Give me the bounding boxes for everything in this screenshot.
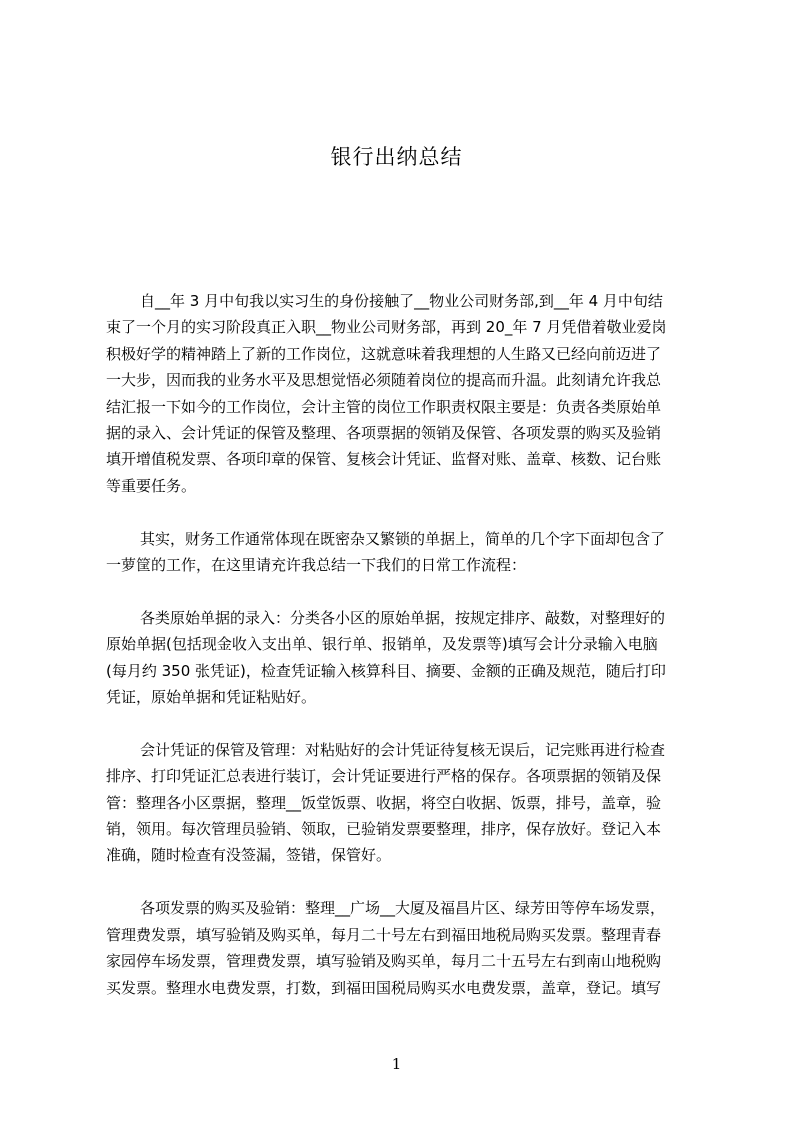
text-line: 自__年 3 月中旬我以实习生的身份接触了__物业公司财务部,到__年 4 月中旬结 (140, 292, 663, 310)
text-line: 一大步，因而我的业务水平及思想觉悟必须随着岗位的提高而升温。此刻请允许我总 (106, 371, 662, 390)
paragraph-2 (106, 526, 700, 579)
document-title: 银行出纳总结 (330, 145, 463, 169)
text-line: 原始单据(包括现金收入支出单、银行单、报销单，及发票等)填写会计分录输入电脑 (106, 635, 658, 654)
text-line: 填开增值税发票、各项印章的保管、复核会计凭证、监督对账、盖章、核数、记台账 (106, 450, 662, 469)
text-line: 会计凭证的保管及管理：对粘贴好的会计凭证待复核无误后，记完账再进行检查 (140, 740, 666, 759)
page-number: 1 (391, 1055, 402, 1073)
text-line: 一萝筐的工作，在这里请充许我总结一下我们的日常工作流程： (106, 556, 527, 575)
text-line: 管理费发票，填写验销及购买单，每月二十号左右到福田地税局购买发票。整理青春 (106, 925, 662, 944)
text-line: 其实，财务工作通常体现在既密杂又繁锁的单据上，简单的几个字下面却包含了 (140, 529, 666, 548)
paragraph-1 (106, 288, 700, 499)
paragraph-5 (106, 895, 700, 1001)
text-line: 束了一个月的实习阶段真正入职__物业公司财务部，再到 20_年 7 月凭借着敬业爱岗 (106, 318, 667, 337)
text-line: 据的录入、会计凭证的保管及整理、各项票据的领销及保管、各项发票的购买及验销 (106, 424, 662, 443)
paragraph-3 (106, 605, 700, 711)
text-line: (每月约 350 张凭证)，检查凭证输入核算科目、摘要、金额的正确及规范，随后打印 (106, 661, 666, 680)
text-line: 各类原始单据的录入：分类各小区的原始单据，按规定排序、敲数，对整理好的 (140, 608, 666, 627)
text-line: 排序、打印凭证汇总表进行装订，会计凭证要进行严格的保存。各项票据的领销及保 (106, 767, 662, 786)
text-line: 管：整理各小区票据，整理__饭堂饭票、收据，将空白收据、饭票，排号，盖章，验 (106, 793, 662, 812)
text-line: 等重要任务。 (106, 476, 197, 495)
text-line: 销，领用。每次管理员验销、领取，已验销发票要整理，排序，保存放好。登记入本 (106, 820, 662, 839)
paragraph-4 (106, 737, 700, 869)
text-line: 各项发票的购买及验销：整理__广场__大厦及福昌片区、绿芳田等停车场发票， (140, 899, 666, 918)
text-line: 准确，随时检查有没签漏，签错，保管好。 (106, 846, 392, 865)
text-line: 凭证，原始单据和凭证粘贴好。 (106, 688, 317, 707)
text-line: 买发票。整理水电费发票，打数，到福田国税局购买水电费发票，盖章，登记。填写 (106, 978, 662, 997)
document-body (106, 288, 700, 1027)
text-line: 积极好学的精神踏上了新的工作岗位，这就意味着我理想的人生路又已经向前迈进了 (106, 344, 662, 363)
text-line: 结汇报一下如今的工作岗位，会计主管的岗位工作职责权限主要是：负责各类原始单 (106, 397, 662, 416)
text-line: 家园停车场发票，管理费发票，填写验销及购买单，每月二十五号左右到南山地税购 (106, 952, 662, 971)
